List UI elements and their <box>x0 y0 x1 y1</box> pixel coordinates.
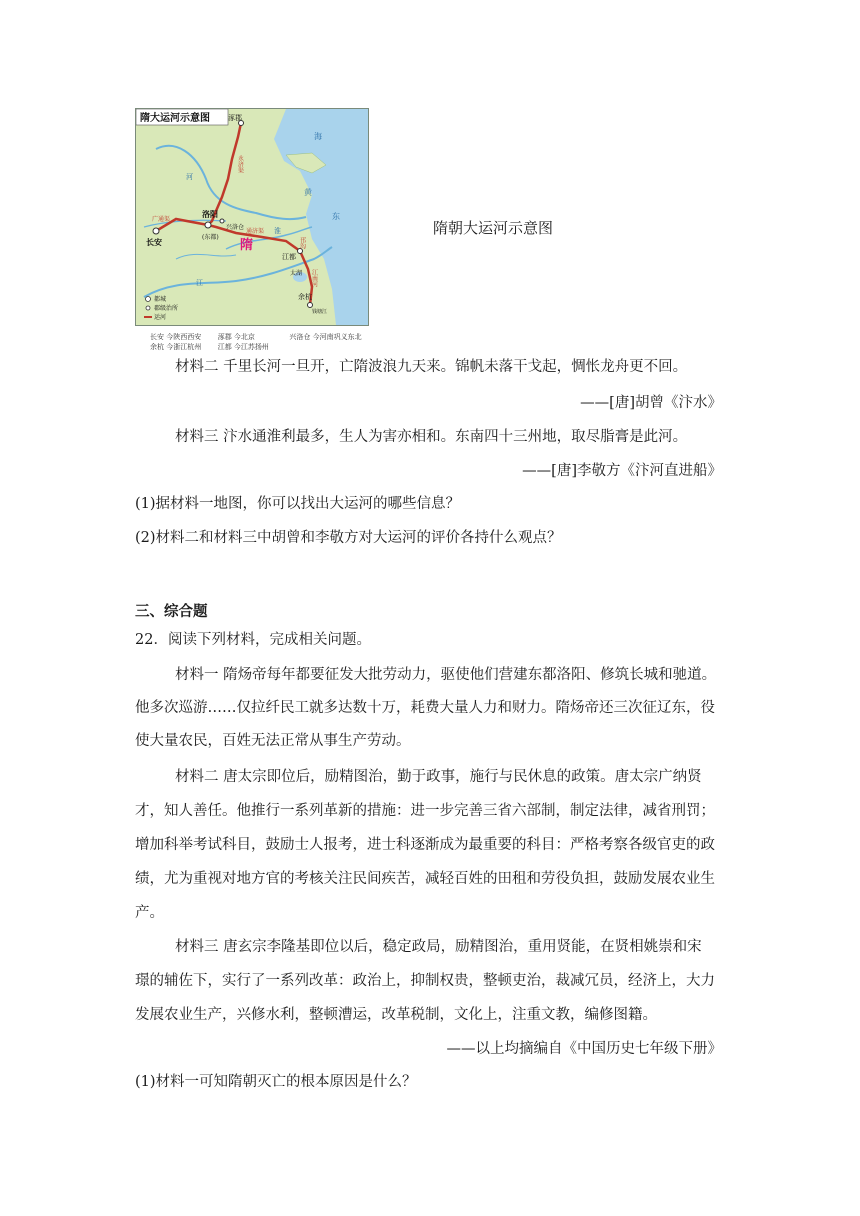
legend-canal: 运河 <box>154 314 167 321</box>
note-yuhang: 余杭 今浙江杭州 <box>150 343 202 351</box>
label-dongdu: (东都) <box>202 234 219 241</box>
label-qiantangjiang: 钱塘江 <box>312 309 328 315</box>
label-zhuojun: 涿郡 <box>228 114 242 122</box>
label-guangtongqu: 广通渠 <box>152 216 171 223</box>
map-title: 隋大运河示意图 <box>140 113 210 124</box>
label-jiang: 江 <box>196 279 203 287</box>
label-luoyang: 洛阳 <box>202 209 218 219</box>
note-jiangdu: 江都 今江苏扬州 <box>217 343 269 351</box>
yangtze-river <box>144 247 332 297</box>
yuhang-marker <box>308 303 313 308</box>
label-huang: 黄 <box>304 188 312 197</box>
grand-canal-map <box>135 108 369 326</box>
s3-material3-line-3: 发展农业生产，兴修水利，整顿漕运，改革税制，文化上，注重文教，编修图籍。 <box>135 1007 657 1023</box>
label-he: 河 <box>186 173 193 181</box>
legend-prefecture: 郡级治所 <box>154 305 179 312</box>
xingluocang-marker <box>220 219 224 223</box>
material3-source: ——[唐]李敬方《汴河直进船》 <box>522 463 722 479</box>
label-dong: 东 <box>332 212 340 221</box>
s3-material3-line-2: 璟的辅佐下，实行了一系列改革：政治上，抑制权贵，整顿吏治，裁减冗员，经济上，大力 <box>135 973 715 989</box>
label-xingluocang: 兴洛仓 <box>226 224 245 231</box>
jiangdu-marker <box>298 249 303 254</box>
map-drawing <box>136 109 368 325</box>
label-taihu: 太湖 <box>290 270 303 277</box>
figure-caption: 隋朝大运河示意图 <box>433 219 554 237</box>
s3-material2-line-3: 增加科举考试科目，鼓励士人报考，进士科逐渐成为最重要的科目：严格考察各级官吏的政 <box>135 837 715 853</box>
s3-source: ——以上均摘编自《中国历史七年级下册》 <box>446 1041 722 1057</box>
map-notes-row-2 <box>150 343 269 352</box>
material2-source: ——[唐]胡曾《汴水》 <box>580 395 722 411</box>
label-changan: 长安 <box>146 237 162 247</box>
material3-text: 材料三 汴水通淮利最多，生人为害亦相和。东南四十三州地，取尽脂膏是此河。 <box>175 429 688 445</box>
map-notes-row-1 <box>150 333 362 342</box>
note-xingluocang: 兴洛仓 今河南巩义东北 <box>289 333 362 341</box>
s3-material2-line-1: 材料二 唐太宗即位后，励精图治，勤于政事，施行与民休息的政策。唐太宗广纳贤 <box>175 769 702 785</box>
label-hangou: 邗沟 <box>298 237 306 249</box>
label-huai: 淮 <box>274 227 281 235</box>
label-tongjiqu: 通济渠 <box>246 228 265 235</box>
material2-text: 材料二 千里长河一旦开，亡隋波浪九天来。锦帆未落干戈起，惆怅龙舟更不回。 <box>175 359 688 375</box>
section-heading: 三、综合题 <box>135 603 208 620</box>
luoyang-marker <box>205 222 211 228</box>
question-22-intro: 22．阅读下列材料，完成相关问题。 <box>135 632 371 648</box>
s3-material1-line-2: 他多次巡游……仅拉纤民工就多达数十万，耗费大量人力和财力。隋炀帝还三次征辽东，役 <box>135 700 715 716</box>
changan-marker <box>153 228 159 234</box>
note-zhuojun: 涿郡 今北京 <box>217 333 255 341</box>
question-2: (2)材料二和材料三中胡曾和李敬方对大运河的评价各持什么观点？ <box>135 530 562 546</box>
s3-material2-line-4: 绩，尤为重视对地方官的考核关注民间疾苦，减轻百姓的田租和劳役负担，鼓励发展农业生 <box>135 871 715 887</box>
label-sui: 隋 <box>240 238 254 253</box>
label-yuhang: 余杭 <box>298 293 312 301</box>
label-hai: 海 <box>314 132 322 141</box>
s3-material2-line-2: 才，知人善任。他推行一系列革新的措施：进一步完善三省六部制，制定法律，减省刑罚； <box>135 803 715 819</box>
s3-material1-line-3: 使大量农民，百姓无法正常从事生产劳动。 <box>135 733 411 749</box>
s3-material1-line-1: 材料一 隋炀帝每年都要征发大批劳动力，驱使他们营建东都洛阳、修筑长城和驰道。 <box>175 667 717 683</box>
label-jiangdu: 江都 <box>282 253 296 261</box>
label-jiangnanhe: 江南河 <box>310 269 318 287</box>
s3-material3-line-1: 材料三 唐玄宗李隆基即位以后，稳定政局，励精图治，重用贤能，在贤相姚崇和宋 <box>175 939 702 955</box>
label-yongjiqu: 永济渠 <box>236 155 244 173</box>
han-river <box>176 254 236 259</box>
s3-question-1: (1)材料一可知隋朝灭亡的根本原因是什么？ <box>135 1074 417 1090</box>
legend-capital: 都城 <box>154 296 167 303</box>
legend-prefecture-symbol <box>146 306 150 310</box>
sea-area <box>274 109 368 325</box>
legend-capital-symbol <box>146 297 151 302</box>
question-1: (1)据材料一地图，你可以找出大运河的哪些信息？ <box>135 496 461 512</box>
s3-material2-line-5: 产。 <box>135 905 164 921</box>
note-changan: 长安 今陕西西安 <box>150 333 202 341</box>
